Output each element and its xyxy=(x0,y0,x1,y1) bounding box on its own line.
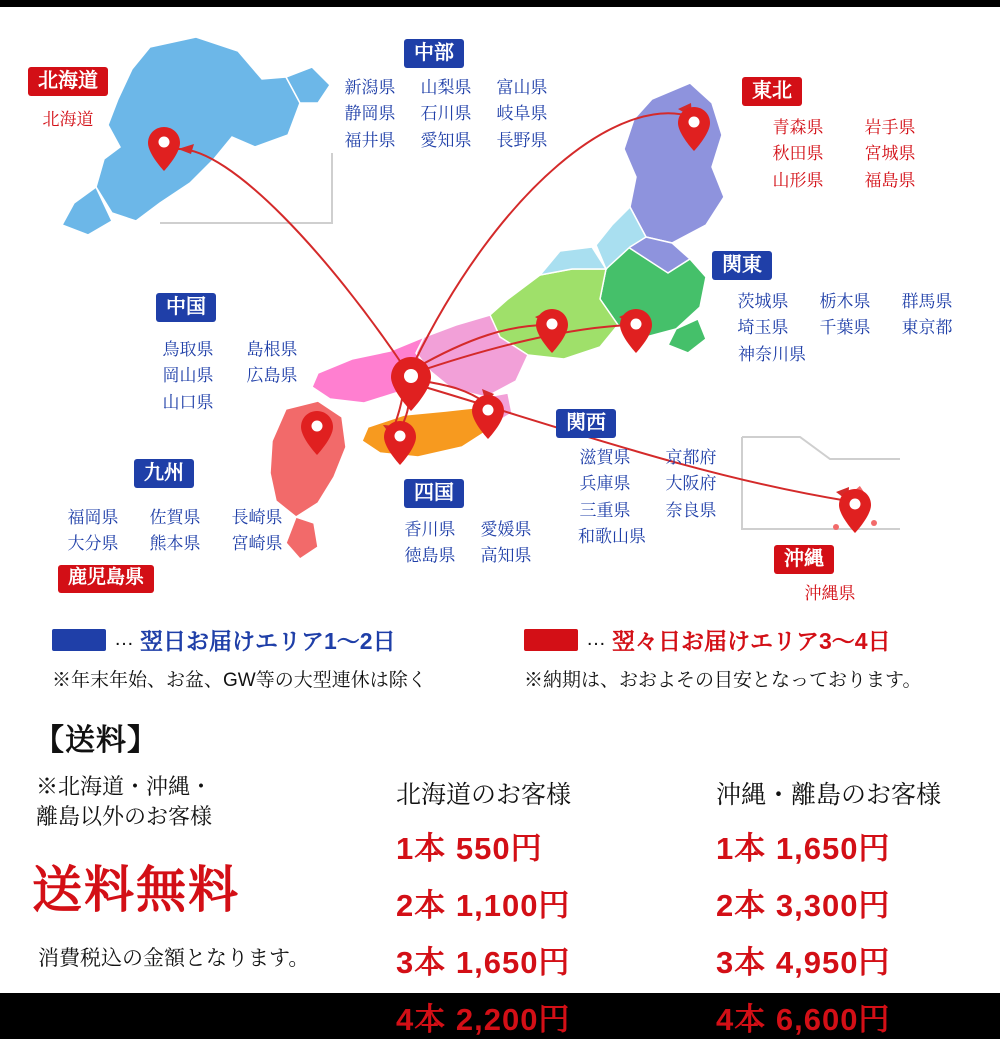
region-chip-kanto: 関東 xyxy=(712,251,772,280)
map-region-shikoku xyxy=(362,407,490,457)
shipping-fee-section xyxy=(0,707,1000,1037)
legend-label-next-day: 翌日お届けエリア1～2日 xyxy=(140,628,396,654)
region-chip-okinawa: 沖縄 xyxy=(774,545,834,574)
pref-list-tohoku: 青森県 岩手県 秋田県 宮城県 山形県 福島県 xyxy=(772,118,916,190)
region-chip-chubu: 中部 xyxy=(404,39,464,68)
region-chip-kansai: 関西 xyxy=(556,409,616,438)
legend-label-two-day: 翌々日お届けエリア3～4日 xyxy=(612,628,891,654)
price-row: 3本 4,950円 xyxy=(716,945,891,980)
price-row: 4本 2,200円 xyxy=(396,1002,571,1037)
pref-list-shikoku: 香川県 愛媛県 徳島県 高知県 xyxy=(404,520,532,566)
legend-swatch-red xyxy=(524,629,578,651)
legend-two-day xyxy=(524,623,921,692)
free-shipping-condition-line2: 離島以外のお客様 xyxy=(36,803,213,829)
free-shipping-label: 送料無料 xyxy=(32,862,240,918)
region-chip-kyushu: 九州 xyxy=(134,459,194,488)
legend-note-two-day: ※納期は、おおよその目安となっております。 xyxy=(524,670,922,691)
price-row: 2本 3,300円 xyxy=(716,888,891,923)
pref-list-kansai: 滋賀県 京都府 兵庫県 大阪府 三重県 奈良県 和歌山県 xyxy=(578,448,717,547)
price-row: 1本 550円 xyxy=(396,831,543,866)
legend-next-day xyxy=(52,623,427,692)
map-region-kanto xyxy=(600,247,706,353)
map-region-tohoku xyxy=(624,83,724,273)
pref-list-chubu: 新潟県 山梨県 富山県 静岡県 石川県 岐阜県 福井県 愛知県 長野県 xyxy=(344,78,548,150)
price-row: 4本 6,600円 xyxy=(716,1002,891,1037)
legend-dots-red: … xyxy=(586,628,606,650)
pref-list-hokkaido: 北海道 xyxy=(42,110,94,129)
legend-swatch-blue xyxy=(52,629,106,651)
price-row: 2本 1,100円 xyxy=(396,888,571,923)
pref-list-chugoku: 鳥取県 島根県 岡山県 広島県 山口県 xyxy=(162,340,298,412)
pref-list-okinawa: 沖縄県 xyxy=(804,584,856,603)
price-row: 3本 1,650円 xyxy=(396,945,571,980)
delivery-legend xyxy=(0,615,1000,713)
price-header-hokkaido: 北海道のお客様 xyxy=(396,781,572,809)
price-column-hokkaido xyxy=(396,775,571,1039)
japan-shipping-map xyxy=(0,7,1000,617)
region-chip-hokkaido: 北海道 xyxy=(28,67,108,96)
price-column-okinawa xyxy=(716,775,941,1039)
pref-list-kyushu: 福岡県 佐賀県 長崎県 大分県 熊本県 宮崎県 xyxy=(67,508,283,554)
region-chip-kagoshima: 鹿児島県 xyxy=(58,565,154,593)
price-header-okinawa: 沖縄・離島のお客様 xyxy=(716,781,942,809)
shipping-title: 【送料】 xyxy=(34,724,158,757)
region-chip-chugoku: 中国 xyxy=(156,293,216,322)
region-chip-tohoku: 東北 xyxy=(742,77,802,106)
free-shipping-condition-line1: ※北海道・沖縄・ xyxy=(36,774,213,799)
legend-dots-blue: … xyxy=(114,628,134,650)
price-row: 1本 1,650円 xyxy=(716,831,891,866)
legend-note-next-day: ※年末年始、お盆、GW等の大型連休は除く xyxy=(52,670,427,691)
region-chip-shikoku: 四国 xyxy=(404,479,464,508)
free-shipping-condition xyxy=(36,772,212,831)
pref-list-kanto: 茨城県 栃木県 群馬県 埼玉県 千葉県 東京都 神奈川県 xyxy=(737,292,953,364)
tax-included-note: 消費税込の金額となります。 xyxy=(38,947,310,970)
